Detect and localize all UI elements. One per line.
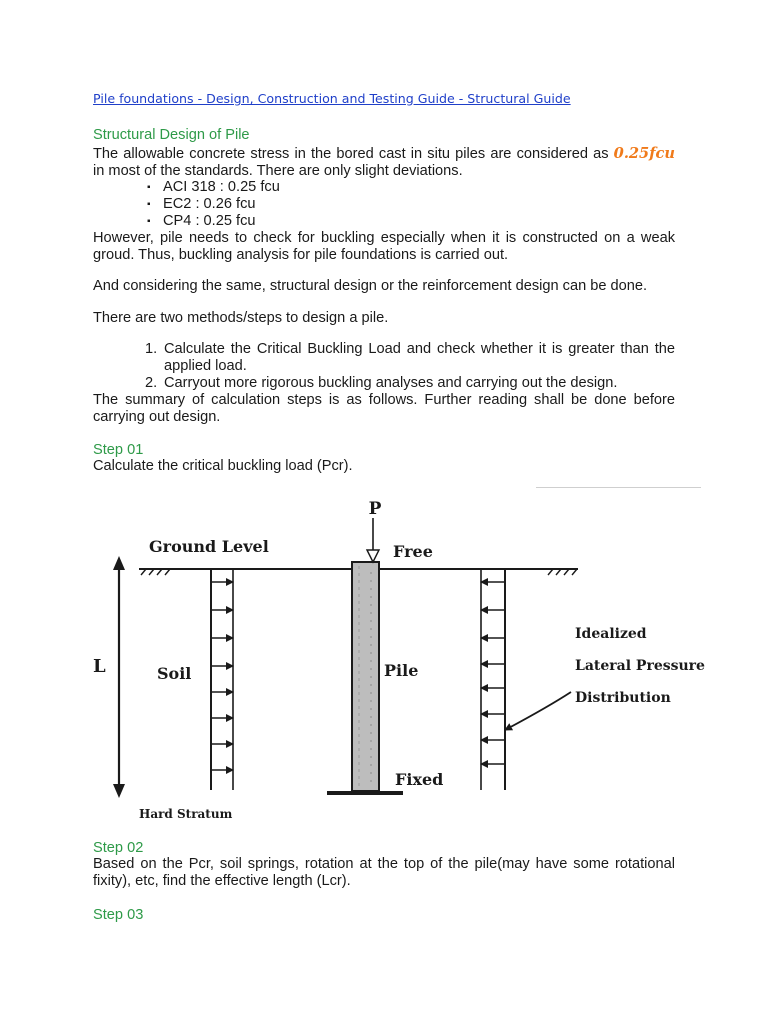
square-bullet-icon: ▪ <box>147 199 151 210</box>
list-item <box>93 341 675 375</box>
list-item: ▪ ACI 318 : 0.25 fcu <box>147 179 280 195</box>
list-item: ▪ CP4 : 0.25 fcu <box>147 213 256 229</box>
label-ground-level: Ground Level <box>149 537 269 556</box>
square-bullet-icon: ▪ <box>147 216 151 227</box>
methods-list <box>93 341 675 392</box>
standards-list <box>93 179 731 230</box>
list-item <box>93 375 675 392</box>
fcu-highlight: 0.25fcu <box>613 145 675 162</box>
dimension-arrowhead-bottom <box>113 784 125 798</box>
label-pile: Pile <box>384 661 419 680</box>
distribution-leader-arrow <box>505 692 571 730</box>
pile-buckling-diagram <box>93 482 708 827</box>
pile-shaft <box>352 562 379 791</box>
article-title-link[interactable]: Pile foundations - Design, Construction and Testing Guide - Structural Guide <box>93 91 571 106</box>
label-free: Free <box>393 542 433 561</box>
dimension-arrowhead-top <box>113 556 125 570</box>
label-hard-stratum: Hard Stratum <box>139 807 233 821</box>
intro-paragraph <box>93 145 675 180</box>
label-distribution: Distribution <box>575 690 671 706</box>
left-pressure-arrows <box>211 582 233 770</box>
step01-text: Calculate the critical buckling load (Pcr). <box>93 458 353 474</box>
step-number: 1. <box>145 341 158 357</box>
label-p: P <box>368 499 382 519</box>
intro-text-after: in most of the standards. There are only slight deviations. <box>93 163 463 179</box>
summary-paragraph: The summary of calculation steps is as follows. Further reading shall be done before carrying out design. <box>93 392 675 425</box>
buckling-paragraph: However, pile needs to check for buckling especially when it is constructed on a weak groud. Thus, buckling analysis for pile foundations is carried out. <box>93 230 675 263</box>
considering-paragraph: And considering the same, structural design or the reinforcement design can be done. <box>93 278 648 294</box>
step02-text: Based on the Pcr, soil springs, rotation at the top of the pile(may have some rotational fixity), etc, find the effective length (Lcr). <box>93 856 675 889</box>
label-l: L <box>93 656 106 677</box>
label-idealized: Idealized <box>575 626 647 642</box>
section-heading: Structural Design of Pile <box>93 127 250 143</box>
step01-heading: Step 01 <box>93 442 144 458</box>
label-soil: Soil <box>157 664 192 683</box>
label-fixed: Fixed <box>395 770 444 789</box>
label-lateral-pressure: Lateral Pressure <box>575 658 705 674</box>
step-text: Calculate the Critical Buckling Load and check whether it is greater than the applied load. <box>164 341 675 374</box>
right-pressure-arrows <box>481 582 505 764</box>
ground-line-right <box>380 569 578 575</box>
pile-base <box>327 791 403 795</box>
step02-heading: Step 02 <box>93 840 144 856</box>
step-number: 2. <box>145 375 158 391</box>
methods-paragraph: There are two methods/steps to design a pile. <box>93 310 389 326</box>
step-text: Carryout more rigorous buckling analyses and carrying out the design. <box>164 375 618 391</box>
intro-text-before: The allowable concrete stress in the bored cast in situ piles are considered as <box>93 146 614 162</box>
step03-heading: Step 03 <box>93 907 144 923</box>
list-item: ▪ EC2 : 0.26 fcu <box>147 196 256 212</box>
square-bullet-icon: ▪ <box>147 182 151 193</box>
ground-line-left <box>139 569 351 575</box>
